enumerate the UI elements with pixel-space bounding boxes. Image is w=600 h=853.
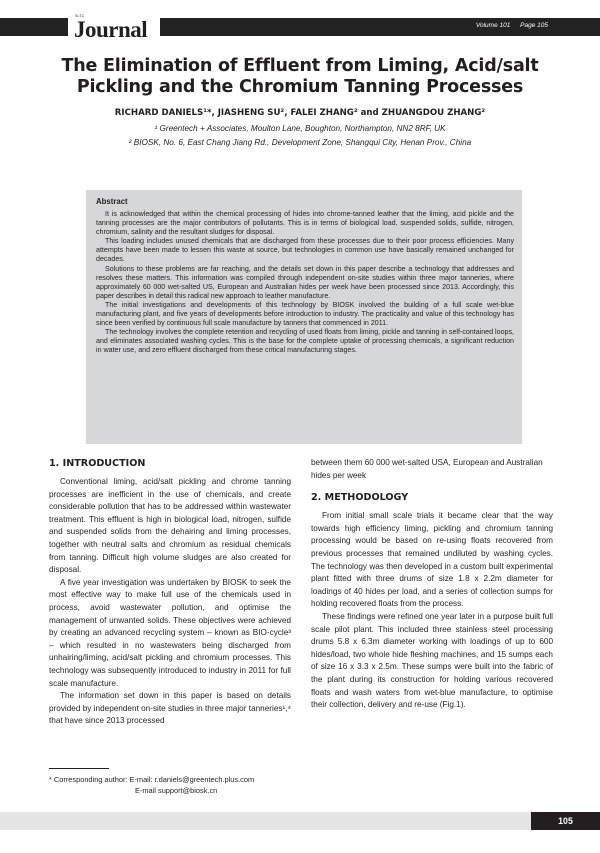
introduction-paragraph: A five year investigation was undertaken by BIOSK to seek the most effective way to make full use of the chemicals used in process, avoid wastewater pollution, and optimise the management of unwanted solids. These objectives were achieved by creating an advanced recycling system – known as BIO-cycle³ – which resulted in no wastewaters being discharged from unhairing/liming, acid/salt pickling and chromium processes. This technology was subsequently introduced to industry in 2011 for full scale manufacture.	[49, 577, 291, 688]
volume-info	[468, 22, 548, 29]
abstract-paragraph: It is acknowledged that within the chemical processing of hides into chrome-tanned leather that the liming, acid pickle and the tanning processes are the major contributors of pollutants. This is in terms of biological load, suspended solids, sulfide, nitrogen, chromium, salinity and the resultant sludges for disposal.	[96, 210, 514, 237]
footnote-rule	[49, 768, 109, 769]
abstract-paragraph: The technology involves the complete retention and recycling of used floats from liming, pickle and tanning in self-contained loops, and eliminates associated washing cycles. This is the base for the complete uptake of processing chemicals, a significant reduction in water use, and zero effluent discharged from these critical manufacturing stages.	[96, 328, 514, 355]
footnote	[49, 774, 254, 796]
introduction-heading: 1. INTRODUCTION	[49, 458, 146, 469]
methodology-paragraph: From initial small scale trials it became clear that the way towards high efficiency liming, pickling and chromium tanning processing would be based on re-using floats recovered from previous processes that remained undiluted by washing cycles. The technology was then developed in a custom built experimental plant fitted with three drums of size 1.8 x 2.2m diameter for loadings of 40 hides per load, and a series of collection sumps for holding recovered floats from the process.	[311, 511, 553, 609]
abstract-paragraph: This loading includes unused chemicals that are discharged from these processes due to their poor process efficiencies. Many attempts have been made to lessen this waste at source, but technologies in common use have basically remained unchanged for decades.	[96, 237, 514, 264]
footnote-email-1: * Corresponding author: E-mail: r.daniels@greentech.plus.com	[49, 775, 255, 784]
author-list: RICHARD DANIELS¹*, JIASHENG SU², FALEI ZHANG² and ZHUANGDOU ZHANG²	[114, 108, 486, 118]
affiliation-1: ¹ Greentech + Associates, Moulton Lane, Boughton, Northampton, NN2 8RF, UK	[154, 124, 446, 133]
footnote-email-2: E-mail support@biosk.cn	[135, 786, 218, 795]
abstract-box	[86, 190, 522, 444]
introduction-paragraph: Conventional liming, acid/salt pickling and chrome tanning processes are inefficient in the use of chemicals, and create considerable pollution that has to be addressed within wastewater treatment. This effluent is high in biological load, nitrogen, sulfide and suspended solids from the dehairing and liming processes, together with neutral salts and chromium as residual chemicals from tanning. Difficult high volume sludges are also created for disposal.	[49, 477, 291, 575]
journal-logo-small: SLTC	[75, 14, 85, 18]
abstract-paragraph: Solutions to these problems are far reaching, and the details set down in this paper describe a technology that addresses and resolves these matters. This information was compiled through independent on-site studies within three major tanneries, where approximately 60 000 wet-salted US, European and Australian hides per week have been processed since 2013. Accordingly, this paper describes in detail this radical new approach to leather manufacture.	[96, 264, 514, 300]
right-column	[311, 457, 553, 712]
journal-logo-text: Journal	[74, 17, 148, 42]
volume-number: Volume 101	[475, 22, 511, 29]
left-column	[49, 458, 291, 728]
paper-title: The Elimination of Effluent from Liming, Acid/salt Pickling and the Chromium Tanning Processes	[61, 56, 539, 97]
footer-bar	[0, 812, 600, 830]
introduction-continuation: between them 60 000 wet-salted USA, European and Australian hides per week	[311, 458, 543, 480]
page-number: 105	[531, 812, 600, 830]
page-label: Page 105	[520, 22, 548, 29]
abstract-heading: Abstract	[96, 197, 128, 206]
journal-logo	[68, 12, 160, 42]
affiliation-2: ² BIOSK, No. 6, East Chang Jiang Rd., Development Zone, Shangqui City, Henan Prov., China	[128, 138, 472, 147]
introduction-paragraph: The information set down in this paper is based on details provided by independent on-site studies in three major tanneries¹,⁴ that have since 2013 processed	[49, 691, 291, 726]
methodology-heading: 2. METHODOLOGY	[311, 492, 409, 504]
abstract-paragraph: The initial investigations and developments of this technology by BIOSK involved the building of a full scale wet-blue manufacturing plant, and five years of developments before introduction to industry. The practicality and value of this technology has since been verified by continuous full scale manufacture by tanners that commenced in 2011.	[96, 300, 514, 328]
methodology-paragraph: These findings were refined one year later in a purpose built full scale pilot plant. This included three stainless steel processing drums 5.8 x 6.3m diameter working with loadings of up to 600 hides/load, two whole hide fleshing machines, and 15 sumps each of size 16 x 3.3 x 2.5m. These sumps were built into the fabric of the plant during its construction for holding various recovered floats and wash waters from wet-blue manufacture, to optimise their collection, delivery and re-use (Fig.1).	[311, 611, 553, 710]
